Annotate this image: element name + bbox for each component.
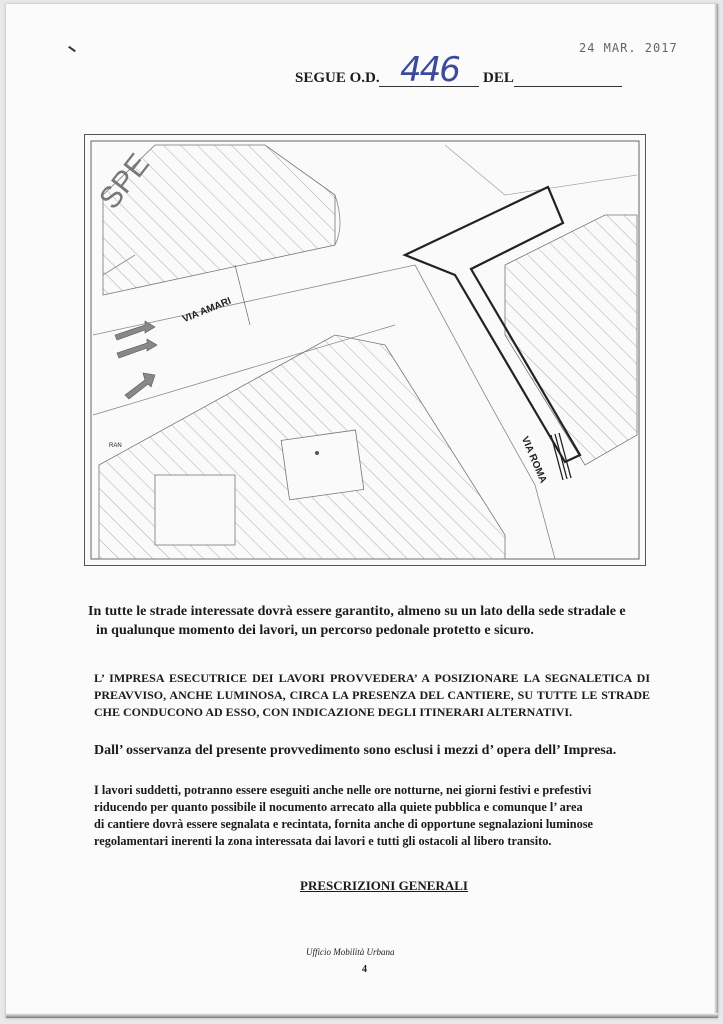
handwritten-order-number: 446 [400,50,459,90]
paragraph-signage: L’ IMPRESA ESECUTRICE DEI LAVORI PROVVEDERA’ A POSIZIONARE LA SEGNALETICA DI PREAVVISO, ANCHE LUMINOSA, CIRCA LA PRESENZA DEL CANTIERE, SU TUTTE LE STRADE CHE CONDUCONO AD ESSO, CON INDICAZIONE DEGLI ITINERARI ALTERNATIVI. [94,671,650,719]
paragraph-exclusions: Dall’ osservanza del presente provvedimento sono esclusi i mezzi d’ opera dell’ Impresa. [94,743,617,758]
footer-office: Ufficio Mobilità Urbana [306,947,395,957]
courtyard [155,475,235,545]
map-small-label: RAN [109,443,122,449]
paragraph-line: di cantiere dovrà essere segnalata e recintata, fornita anche di opportune segnalazioni luminose [94,817,594,831]
document-header [295,50,635,94]
paragraph-line: In tutte le strade interessate dovrà essere garantito, almeno su un lato della sede stradale e [88,604,626,619]
scan-edge [714,4,718,1018]
paragraph-line: in qualunque momento dei lavori, un percorso pedonale protetto e sicuro. [96,623,534,638]
building-right [505,215,637,465]
order-label: SEGUE O.D. [295,70,380,86]
paragraph-line: I lavori suddetti, potranno essere eseguiti anche nelle ore notturne, nei giorni festivi e prefestivi [94,783,592,797]
document-page [6,4,718,1018]
street-label-via-amari: VIA AMARI [181,295,233,326]
section-heading: PRESCRIZIONI GENERALI [300,878,468,893]
paragraph-line: regolamentari inerenti la zona interessata dai lavori e tutti gli ostacoli al libero transito. [94,834,552,848]
paragraph-pedestrian-path [88,602,688,640]
date-label: DEL [483,70,514,86]
street-label-spe: SPE [93,147,156,216]
date-stamp: 24 MAR. 2017 [579,41,678,55]
date-line [514,86,622,87]
paragraph-line: riducendo per quanto possibile il nocumento arrecato alla quiete pubblica e comunque l’ area [94,800,583,814]
paragraph-night-work [94,782,654,850]
pen-mark [68,46,76,52]
map-drawing [85,135,645,565]
street-marking [551,433,571,480]
courtyard [281,430,364,500]
site-map [84,134,646,566]
scan-edge [6,1013,718,1018]
page-number: 4 [362,964,367,975]
direction-arrows [115,321,157,399]
street-label-via-roma: VIA ROMA [518,435,549,485]
